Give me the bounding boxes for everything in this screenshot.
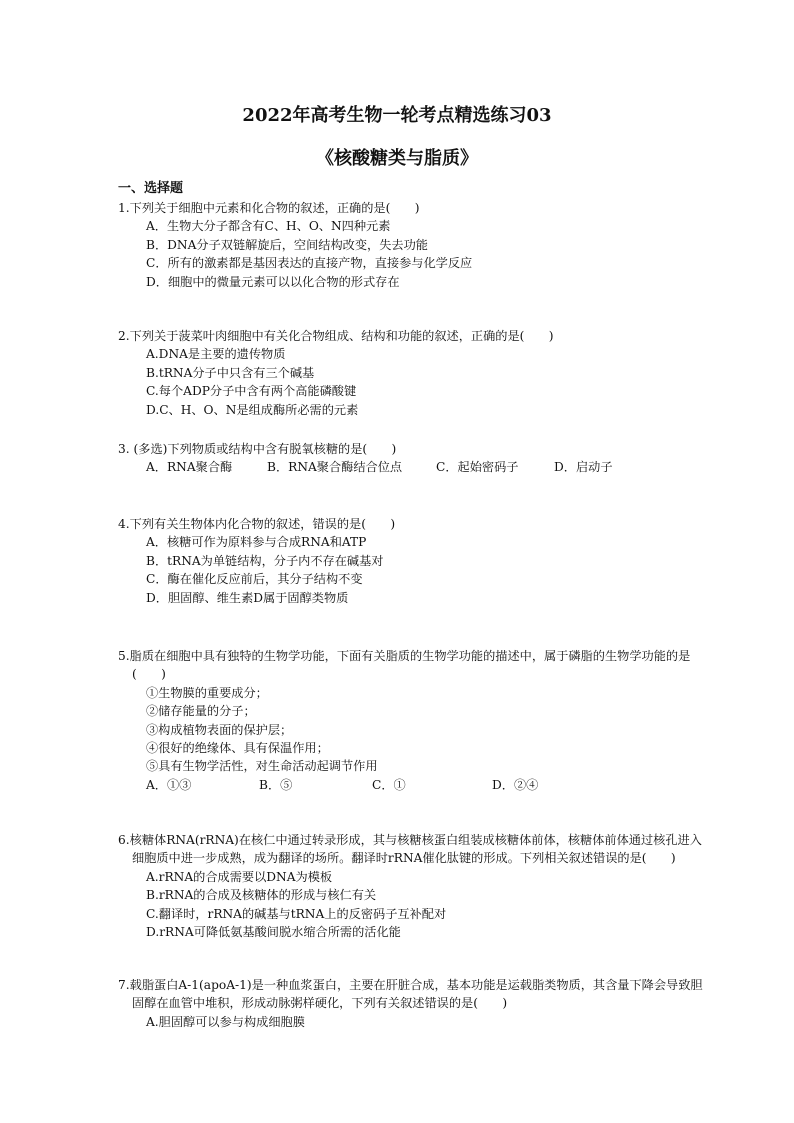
- list-item: ②储存能量的分子；: [146, 704, 256, 719]
- question-stem: 4.下列有关生物体内化合物的叙述，错误的是( ): [118, 517, 396, 531]
- list-item: ⑤具有生物学活性，对生命活动起调节作用: [146, 759, 378, 774]
- list-item: ①生物膜的重要成分；: [146, 685, 268, 700]
- section-heading: 一、选择题: [118, 181, 184, 196]
- page-subtitle: 《核酸糖类与脂质》: [316, 148, 478, 169]
- option-c: C.翻译时，rRNA的碱基与tRNA上的反密码子互补配对: [146, 906, 447, 921]
- question-stem: 5.脂质在细胞中具有独特的生物学功能，下面有关脂质的生物学功能的描述中，属于磷脂的生物学功能的是( ): [118, 649, 691, 682]
- option-a: A．RNA聚合酶: [146, 460, 233, 475]
- option-d: D．②④: [492, 777, 539, 792]
- question-stem: 3. (多选)下列物质或结构中含有脱氧核糖的是( ): [118, 442, 397, 456]
- question-stem: 7.载脂蛋白A-1(apoA-1)是一种血浆蛋白，主要在肝脏合成，基本功能是运载脂类物质，其含量下降会导致胆固醇在血管中堆积，形成动脉粥样硬化，下列有关叙述错误的是( ): [118, 978, 703, 1011]
- option-c: C．酶在催化反应前后，其分子结构不变: [146, 572, 363, 587]
- option-a: A.rRNA的合成需要以DNA为模板: [146, 869, 333, 884]
- option-d: D．胆固醇、维生素D属于固醇类物质: [146, 590, 349, 605]
- option-b: B．RNA聚合酶结合位点: [267, 460, 403, 475]
- option-c: C．起始密码子: [436, 460, 519, 475]
- option-b: B.rRNA的合成及核糖体的形成与核仁有关: [146, 888, 377, 903]
- option-row: [118, 458, 708, 476]
- option-d: D.rRNA可降低氨基酸间脱水缩合所需的活化能: [146, 925, 401, 940]
- option-d: D．启动子: [554, 460, 613, 475]
- option-b: B．DNA分子双链解旋后，空间结构改变，失去功能: [146, 237, 428, 252]
- question-stem: 2.下列关于菠菜叶肉细胞中有关化合物组成、结构和功能的叙述，正确的是( ): [118, 329, 554, 343]
- option-c: C.每个ADP分子中含有两个高能磷酸键: [146, 384, 357, 399]
- question-2: [118, 327, 708, 419]
- question-6: [118, 831, 708, 941]
- option-a: A.胆固醇可以参与构成细胞膜: [146, 1014, 305, 1029]
- question-stem: 6.核糖体RNA(rRNA)在核仁中通过转录形成，其与核糖核蛋白组装成核糖体前体，核糖体前体通过核孔进入细胞质中进一步成熟，成为翻译的场所。翻译时rRNA催化肽键的形成。下列相关叙述错误的是( ): [118, 833, 702, 866]
- option-row: [118, 776, 708, 794]
- option-b: B．⑤: [259, 777, 293, 792]
- question-5: [118, 647, 708, 794]
- question-3: [118, 440, 708, 477]
- option-a: A．生物大分子都含有C、H、O、N四种元素: [146, 219, 391, 234]
- option-b: B．tRNA为单链结构，分子内不存在碱基对: [146, 553, 384, 568]
- option-d: D．细胞中的微量元素可以以化合物的形式存在: [146, 274, 400, 289]
- page-title: 2022年高考生物一轮考点精选练习03: [242, 105, 552, 126]
- option-c: C．所有的激素都是基因表达的直接产物，直接参与化学反应: [146, 256, 473, 271]
- option-c: C．①: [372, 777, 406, 792]
- question-1: [118, 199, 708, 291]
- option-a: A．①③: [146, 777, 192, 792]
- question-stem: 1.下列关于细胞中元素和化合物的叙述，正确的是( ): [118, 201, 420, 215]
- question-7: [118, 976, 708, 1031]
- option-a: A.DNA是主要的遗传物质: [146, 347, 286, 362]
- question-4: [118, 515, 708, 607]
- option-b: B.tRNA分子中只含有三个碱基: [146, 365, 315, 380]
- list-item: ③构成植物表面的保护层；: [146, 722, 293, 737]
- list-item: ④很好的绝缘体、具有保温作用；: [146, 741, 329, 756]
- option-d: D.C、H、O、N是组成酶所必需的元素: [146, 402, 359, 417]
- option-a: A．核糖可作为原料参与合成RNA和ATP: [146, 535, 367, 550]
